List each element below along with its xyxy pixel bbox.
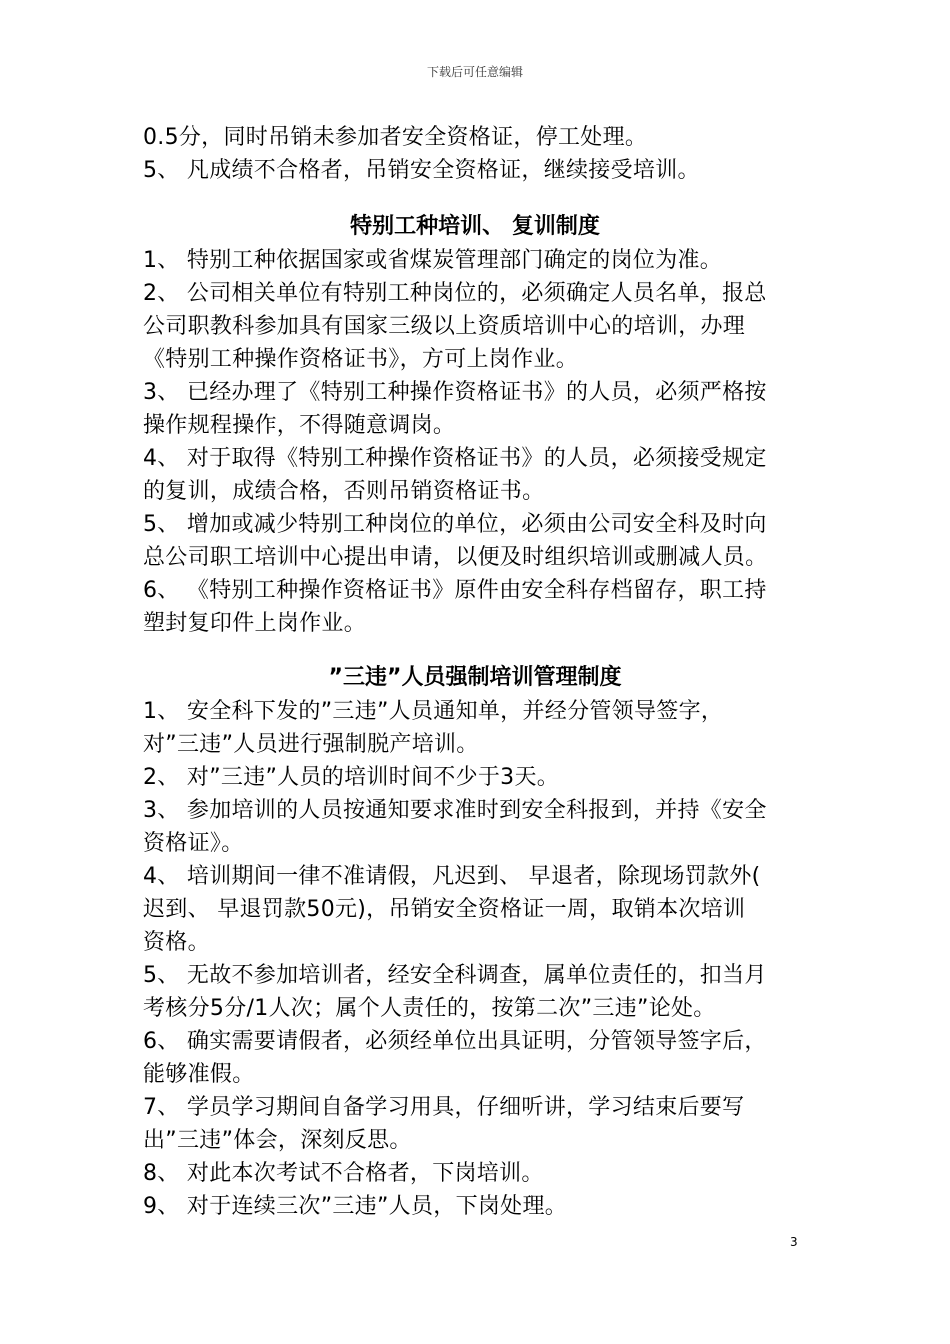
text-line: 6、 《特别工种操作资格证书》原件由安全科存档留存，职工持 [143, 578, 767, 603]
text-line: 对”三违”人员进行强制脱产培训。 [143, 732, 479, 757]
text-line: 4、 培训期间一律不准请假，凡迟到、 早退者，除现场罚款外( [143, 864, 761, 889]
text-line: 《特别工种操作资格证书》，方可上岗作业。 [143, 347, 579, 372]
text-line: 2、 公司相关单位有特别工种岗位的，必须确定人员名单，报总 [143, 281, 767, 306]
text-line: 4、 对于取得《特别工种操作资格证书》的人员，必须接受规定 [143, 446, 767, 471]
text-line: 资格证》。 [143, 831, 244, 856]
section-title-special-trades: 特别工种培训、 复训制度 [350, 214, 600, 239]
text-line: 1、 特别工种依据国家或省煤炭管理部门确定的岗位为准。 [143, 248, 723, 273]
text-line: 考核分5分/1人次；属个人责任的，按第二次”三违”论处。 [143, 996, 716, 1021]
text-line: 总公司职工培训中心提出申请，以便及时组织培训或删减人员。 [143, 545, 768, 570]
text-line: 5、 无故不参加培训者，经安全科调查，属单位责任的，扣当月 [143, 963, 767, 988]
text-line: 塑封复印件上岗作业。 [143, 611, 367, 636]
page-header: 下载后可任意编辑 [426, 65, 523, 79]
text-line: 资格。 [143, 930, 210, 955]
text-line: 7、 学员学习期间自备学习用具，仔细听讲，学习结束后要写 [143, 1095, 745, 1120]
text-line: 出”三违”体会，深刻反思。 [143, 1128, 412, 1153]
text-line: 公司职教科参加具有国家三级以上资质培训中心的培训，办理 [143, 314, 746, 339]
text-line: 5、 凡成绩不合格者，吊销安全资格证，继续接受培训。 [143, 158, 700, 183]
text-line: 6、 确实需要请假者，必须经单位出具证明，分管领导签字后， [143, 1029, 767, 1054]
text-line: 5、 增加或减少特别工种岗位的单位，必须由公司安全科及时向 [143, 512, 767, 537]
text-line: 3、 已经办理了《特别工种操作资格证书》的人员，必须严格按 [143, 380, 767, 405]
text-line: 迟到、 早退罚款50元)，吊销安全资格证一周，取销本次培训 [143, 897, 746, 922]
text-line: 8、 对此本次考试不合格者，下岗培训。 [143, 1161, 544, 1186]
page-number: 3 [790, 1235, 798, 1249]
text-line: 的复训，成绩合格，否则吊销资格证书。 [143, 479, 545, 504]
section-title-three-violations: ”三违”人员强制培训管理制度 [328, 665, 622, 690]
text-line: 9、 对于连续三次”三违”人员，下岗处理。 [143, 1194, 568, 1219]
text-line: 2、 对”三违”人员的培训时间不少于3天。 [143, 765, 560, 790]
text-line: 操作规程操作，不得随意调岗。 [143, 413, 456, 438]
text-line: 3、 参加培训的人员按通知要求准时到安全科报到，并持《安全 [143, 798, 767, 823]
text-line: 1、 安全科下发的”三违”人员通知单，并经分管领导签字， [143, 699, 724, 724]
text-line: 能够准假。 [143, 1062, 255, 1087]
text-line: 0.5分，同时吊销未参加者安全资格证，停工处理。 [143, 125, 648, 150]
